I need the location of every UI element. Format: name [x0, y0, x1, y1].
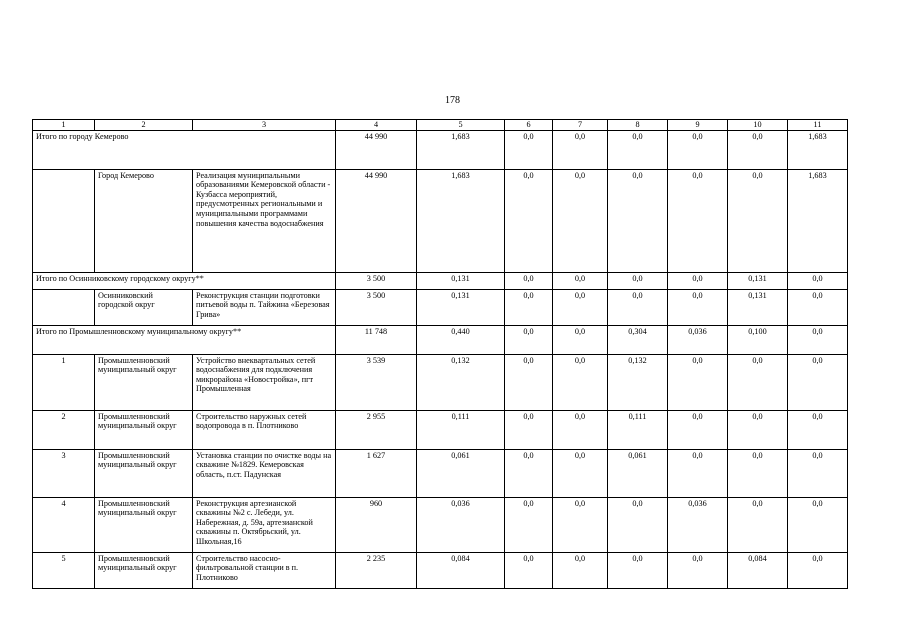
table-body	[33, 120, 848, 589]
value-cell-col-7: 0,0	[553, 289, 608, 325]
data-table	[32, 119, 848, 589]
value-cell-col-10: 0,0	[728, 130, 788, 169]
value-cell-col-11: 0,0	[788, 325, 848, 354]
project-cell: Установка станции по очистке воды на скважине №1829. Кемеровская область, п.ст. Падунская	[193, 449, 336, 497]
value-cell-col-6: 0,0	[505, 354, 553, 410]
table-row	[33, 289, 848, 325]
column-header-7: 7	[553, 120, 608, 131]
municipality-cell: Промышленновский муниципальный округ	[95, 497, 193, 552]
total-row	[33, 325, 848, 354]
value-cell-col-6: 0,0	[505, 410, 553, 449]
value-cell-col-9: 0,0	[668, 552, 728, 588]
value-cell-col-5: 0,084	[417, 552, 505, 588]
column-header-4: 4	[336, 120, 417, 131]
project-cell: Реконструкция станции подготовки питьевой воды п. Тайжина «Березовая Грива»	[193, 289, 336, 325]
value-cell-col-4: 11 748	[336, 325, 417, 354]
value-cell-col-10: 0,131	[728, 289, 788, 325]
value-cell-col-10: 0,0	[728, 410, 788, 449]
value-cell-col-7: 0,0	[553, 325, 608, 354]
value-cell-col-5: 1,683	[417, 130, 505, 169]
value-cell-col-9: 0,0	[668, 410, 728, 449]
value-cell-col-11: 0,0	[788, 354, 848, 410]
value-cell-col-4: 3 500	[336, 272, 417, 289]
value-cell-col-4: 2 955	[336, 410, 417, 449]
municipality-cell: Промышленновский муниципальный округ	[95, 410, 193, 449]
value-cell-col-10: 0,0	[728, 169, 788, 272]
value-cell-col-8: 0,0	[608, 289, 668, 325]
value-cell-col-4: 2 235	[336, 552, 417, 588]
value-cell-col-6: 0,0	[505, 272, 553, 289]
value-cell-col-9: 0,0	[668, 354, 728, 410]
municipality-cell: Промышленновский муниципальный округ	[95, 354, 193, 410]
table-row	[33, 410, 848, 449]
value-cell-col-8: 0,0	[608, 169, 668, 272]
value-cell-col-11: 0,0	[788, 272, 848, 289]
row-number	[33, 169, 95, 272]
value-cell-col-5: 0,132	[417, 354, 505, 410]
value-cell-col-8: 0,0	[608, 130, 668, 169]
value-cell-col-5: 0,131	[417, 272, 505, 289]
value-cell-col-8: 0,0	[608, 552, 668, 588]
column-header-6: 6	[505, 120, 553, 131]
municipality-cell: Промышленновский муниципальный округ	[95, 552, 193, 588]
table-row	[33, 449, 848, 497]
column-header-3: 3	[193, 120, 336, 131]
row-number: 5	[33, 552, 95, 588]
value-cell-col-5: 1,683	[417, 169, 505, 272]
value-cell-col-9: 0,0	[668, 449, 728, 497]
value-cell-col-7: 0,0	[553, 354, 608, 410]
value-cell-col-6: 0,0	[505, 497, 553, 552]
value-cell-col-8: 0,111	[608, 410, 668, 449]
value-cell-col-10: 0,084	[728, 552, 788, 588]
value-cell-col-7: 0,0	[553, 410, 608, 449]
project-cell: Строительство наружных сетей водопровода в п. Плотниково	[193, 410, 336, 449]
value-cell-col-9: 0,0	[668, 169, 728, 272]
table-row	[33, 354, 848, 410]
value-cell-col-9: 0,0	[668, 272, 728, 289]
total-label: Итого по Осинниковскому городскому округу**	[33, 272, 336, 289]
project-cell: Устройство внеквартальных сетей водоснабжения для подключения микрорайона «Новостройка», пгт Промышленная	[193, 354, 336, 410]
row-number: 4	[33, 497, 95, 552]
value-cell-col-4: 3 539	[336, 354, 417, 410]
column-header-1: 1	[33, 120, 95, 131]
value-cell-col-9: 0,036	[668, 325, 728, 354]
value-cell-col-7: 0,0	[553, 552, 608, 588]
header-row	[33, 120, 848, 131]
column-header-10: 10	[728, 120, 788, 131]
row-number: 3	[33, 449, 95, 497]
value-cell-col-5: 0,440	[417, 325, 505, 354]
value-cell-col-7: 0,0	[553, 169, 608, 272]
value-cell-col-11: 0,0	[788, 410, 848, 449]
value-cell-col-11: 0,0	[788, 289, 848, 325]
value-cell-col-6: 0,0	[505, 449, 553, 497]
municipality-cell: Осинниковский городской округ	[95, 289, 193, 325]
value-cell-col-6: 0,0	[505, 130, 553, 169]
value-cell-col-8: 0,132	[608, 354, 668, 410]
value-cell-col-9: 0,0	[668, 130, 728, 169]
value-cell-col-4: 960	[336, 497, 417, 552]
value-cell-col-5: 0,111	[417, 410, 505, 449]
page-number: 178	[445, 95, 460, 106]
value-cell-col-5: 0,061	[417, 449, 505, 497]
value-cell-col-4: 44 990	[336, 130, 417, 169]
project-cell: Реконструкция артезианской скважины №2 с. Лебеди, ул. Набережная, д. 59а, артезианской скважины п. Октябрьский, ул. Школьная,16	[193, 497, 336, 552]
table-row	[33, 552, 848, 588]
value-cell-col-8: 0,0	[608, 272, 668, 289]
value-cell-col-4: 44 990	[336, 169, 417, 272]
value-cell-col-6: 0,0	[505, 169, 553, 272]
value-cell-col-7: 0,0	[553, 449, 608, 497]
project-cell: Реализация муниципальными образованиями Кемеровской области - Кузбасса мероприятий, предусмотренных региональными и муниципальными программами повышения качества водоснабжения	[193, 169, 336, 272]
total-row	[33, 130, 848, 169]
value-cell-col-7: 0,0	[553, 272, 608, 289]
value-cell-col-11: 0,0	[788, 497, 848, 552]
value-cell-col-8: 0,061	[608, 449, 668, 497]
municipality-cell: Город Кемерово	[95, 169, 193, 272]
value-cell-col-9: 0,036	[668, 497, 728, 552]
value-cell-col-7: 0,0	[553, 497, 608, 552]
value-cell-col-4: 1 627	[336, 449, 417, 497]
value-cell-col-4: 3 500	[336, 289, 417, 325]
total-row	[33, 272, 848, 289]
value-cell-col-11: 0,0	[788, 449, 848, 497]
value-cell-col-8: 0,304	[608, 325, 668, 354]
column-header-8: 8	[608, 120, 668, 131]
value-cell-col-10: 0,0	[728, 354, 788, 410]
column-header-5: 5	[417, 120, 505, 131]
value-cell-col-6: 0,0	[505, 289, 553, 325]
row-number	[33, 289, 95, 325]
column-header-11: 11	[788, 120, 848, 131]
column-header-9: 9	[668, 120, 728, 131]
table-row	[33, 169, 848, 272]
total-label: Итого по городу Кемерово	[33, 130, 336, 169]
value-cell-col-8: 0,0	[608, 497, 668, 552]
value-cell-col-10: 0,0	[728, 449, 788, 497]
row-number: 1	[33, 354, 95, 410]
value-cell-col-7: 0,0	[553, 130, 608, 169]
value-cell-col-9: 0,0	[668, 289, 728, 325]
value-cell-col-11: 0,0	[788, 552, 848, 588]
column-header-2: 2	[95, 120, 193, 131]
total-label: Итого по Промышленновскому муниципальному округу**	[33, 325, 336, 354]
table-row	[33, 497, 848, 552]
value-cell-col-6: 0,0	[505, 325, 553, 354]
municipality-cell: Промышленновский муниципальный округ	[95, 449, 193, 497]
value-cell-col-10: 0,0	[728, 497, 788, 552]
value-cell-col-5: 0,131	[417, 289, 505, 325]
value-cell-col-5: 0,036	[417, 497, 505, 552]
value-cell-col-11: 1,683	[788, 169, 848, 272]
value-cell-col-11: 1,683	[788, 130, 848, 169]
value-cell-col-6: 0,0	[505, 552, 553, 588]
value-cell-col-10: 0,131	[728, 272, 788, 289]
row-number: 2	[33, 410, 95, 449]
value-cell-col-10: 0,100	[728, 325, 788, 354]
project-cell: Строительство насосно-фильтровальной станции в п. Плотниково	[193, 552, 336, 588]
